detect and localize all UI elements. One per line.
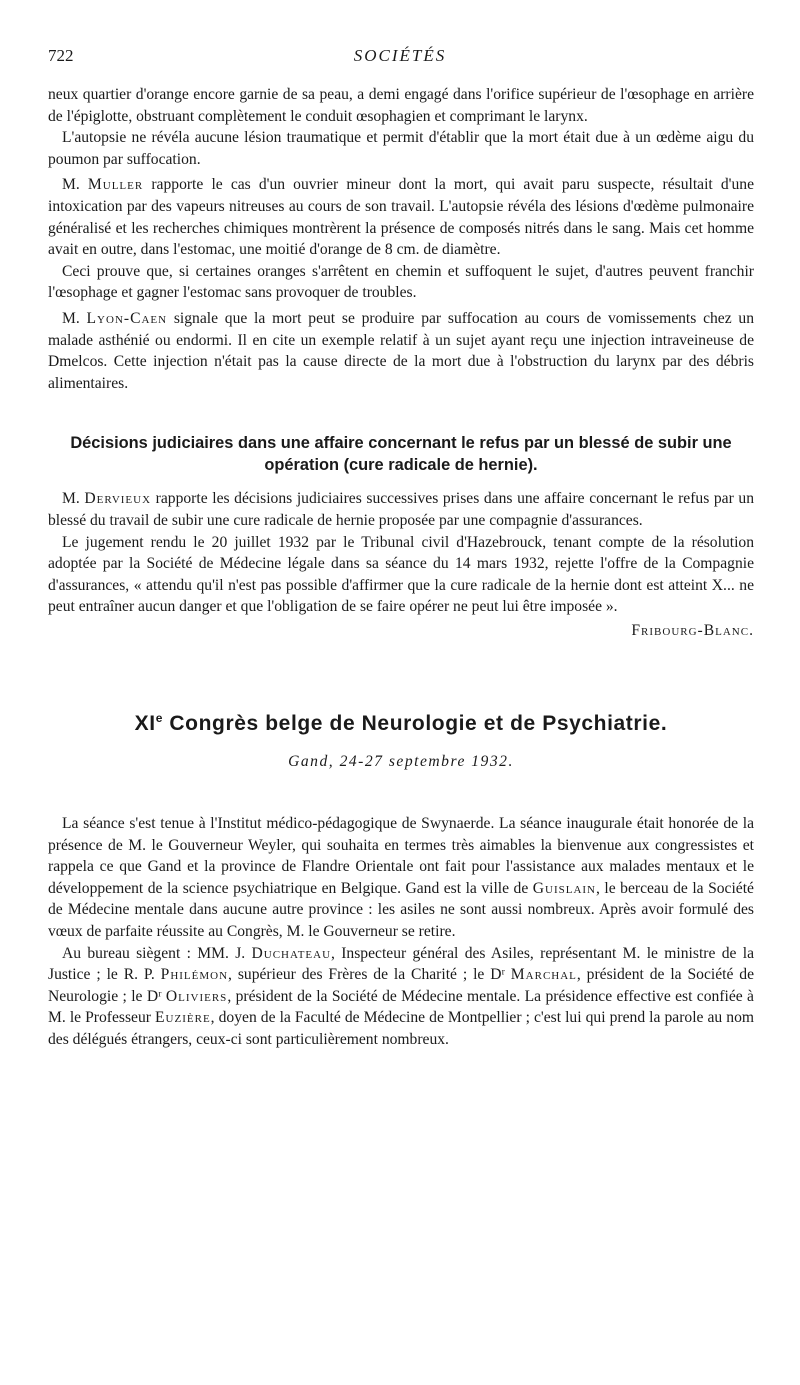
- page-body: [48, 84, 754, 1051]
- congress-title-text: Congrès belge de Neurologie et de Psychiatrie.: [169, 712, 668, 736]
- paragraph-text: , le berceau de la Société de Médecine mentale dans aucune autre province : les asiles ne sont aussi nombreux. Après avoir formulé des vœux de parfaite réussite au Congrès, M. le Gouverneur se retire.: [48, 879, 754, 941]
- paragraph: Ceci prouve que, si certaines oranges s'arrêtent en chemin et suffoquent le sujet, d'autres peuvent franchir l'œsophage et gagner l'estomac sans provoquer de troubles.: [48, 262, 754, 302]
- paragraph-text: , Inspecteur général des Asiles, représentant M. le ministre de la Justice ; le R. P.: [48, 944, 754, 984]
- person-name: Oliviers: [165, 987, 228, 1005]
- person-name: Guislain: [532, 879, 597, 897]
- paragraph-text: Au bureau siègent : MM. J.: [62, 944, 246, 962]
- author-name: Muller: [87, 176, 144, 194]
- paragraph: [48, 174, 754, 260]
- author-name: Lyon-Caen: [86, 309, 168, 327]
- paragraph-text: rapporte le cas d'un ouvrier mineur dont la mort, qui avait paru suspecte, résultait d'une intoxication par des vapeurs nitreuses au cours de son travail. L'autopsie révéla des lésions d'œdème pulmonaire généralisé et les recherches chimiques montrèrent la présence de composés nitrés dans le sang. Mais cet homme avait en outre, dans l'estomac, une moitié d'orange de 8 cm. de diamètre.: [48, 176, 755, 259]
- paragraph: Le jugement rendu le 20 juillet 1932 par le Tribunal civil d'Hazebrouck, tenant compte de la résolution adoptée par la Société de Médecine légale dans sa séance du 14 mars 1932, rejette l'offre de la Compagnie d'assurances, « attendu qu'il n'est pas possible d'affirmer que la cure radicale de la hernie dont est atteint X... ne peut entraîner aucun danger et que l'obligation de se faire opérer ne peut lui être imposée ».: [48, 533, 754, 616]
- page-header: [48, 46, 752, 70]
- paragraph: [48, 308, 754, 394]
- paragraph-text: , supérieur des Frères de la Charité ; le Dʳ: [228, 966, 505, 984]
- signature: Fribourg-Blanc.: [631, 621, 754, 639]
- paragraph: [48, 943, 754, 1051]
- paragraph: neux quartier d'orange encore garnie de sa peau, a demi engagé dans l'orifice supérieur de l'œsophage en arrière de l'épiglotte, obstruant complètement le conduit œsophagien et comprimant le larynx.: [48, 86, 754, 125]
- paragraph-text: rapporte les décisions judiciaires successives prises dans une affaire concernant le refus par un blessé du travail de subir une cure radicale de hernie proposée par une compagnie d'assurances.: [48, 490, 754, 529]
- running-title: SOCIÉTÉS: [353, 46, 447, 65]
- paragraph: [48, 813, 754, 943]
- person-name: Philémon: [160, 966, 229, 984]
- page-number: 722: [48, 46, 74, 65]
- person-name: Euzière: [155, 1009, 211, 1027]
- paragraph-lead: M.: [62, 490, 80, 508]
- paragraph-lead: M.: [62, 309, 80, 327]
- paragraph-text: signale que la mort peut se produire par suffocation au cours de vomissements chez un malade asthénié ou endormi. Il en cite un exemple relatif à un sujet ayant reçu une injection intraveineuse de Dmelcos. Cette injection n'était pas la cause directe de la mort due à l'obstruction du larynx par des débris alimentaires.: [48, 309, 755, 392]
- paragraph-text: , président de la Société de Neurologie ; le Dʳ: [48, 966, 755, 1005]
- author-name: Dervieux: [84, 490, 152, 508]
- person-name: Marchal: [510, 966, 577, 984]
- congress-title-numeral: XI: [134, 712, 156, 736]
- congress-title: [48, 705, 754, 737]
- paragraph-text: , doyen de la Faculté de Médecine de Montpellier ; c'est lui qui prend la parole au nom des délégués étrangers, ceux-ci sont particulièrement nombreux.: [48, 1009, 755, 1048]
- paragraph: L'autopsie ne révéla aucune lésion traumatique et permit d'établir que la mort était due à un œdème aigu du poumon par suffocation.: [48, 129, 754, 168]
- paragraph: [48, 488, 754, 531]
- person-name: Duchateau: [251, 944, 332, 962]
- congress-title-sup: e: [155, 711, 163, 726]
- paragraph-lead: M.: [62, 176, 80, 194]
- paragraph-text: La séance s'est tenue à l'Institut médico-pédagogique de Swynaerde. La séance inaugurale était honorée de la présence de M. le Gouverneur Weyler, qui souhaita en termes très aimables la bienvenue aux congressistes et rappela ce que Gand et la province de Flandre Orientale ont fait pour l'assistance aux malades mentaux et le développement de la science psychiatrique en Belgique. Gand est la ville de: [48, 815, 754, 897]
- congress-subtitle: Gand, 24-27 septembre 1932.: [288, 753, 514, 771]
- section-heading: Décisions judiciaires dans une affaire concernant le refus par un blessé de subir une opération (cure radicale de hernie).: [70, 434, 732, 475]
- paragraph-text: , président de la Société de Médecine mentale. La présidence effective est confiée à M. le Professeur: [48, 987, 754, 1027]
